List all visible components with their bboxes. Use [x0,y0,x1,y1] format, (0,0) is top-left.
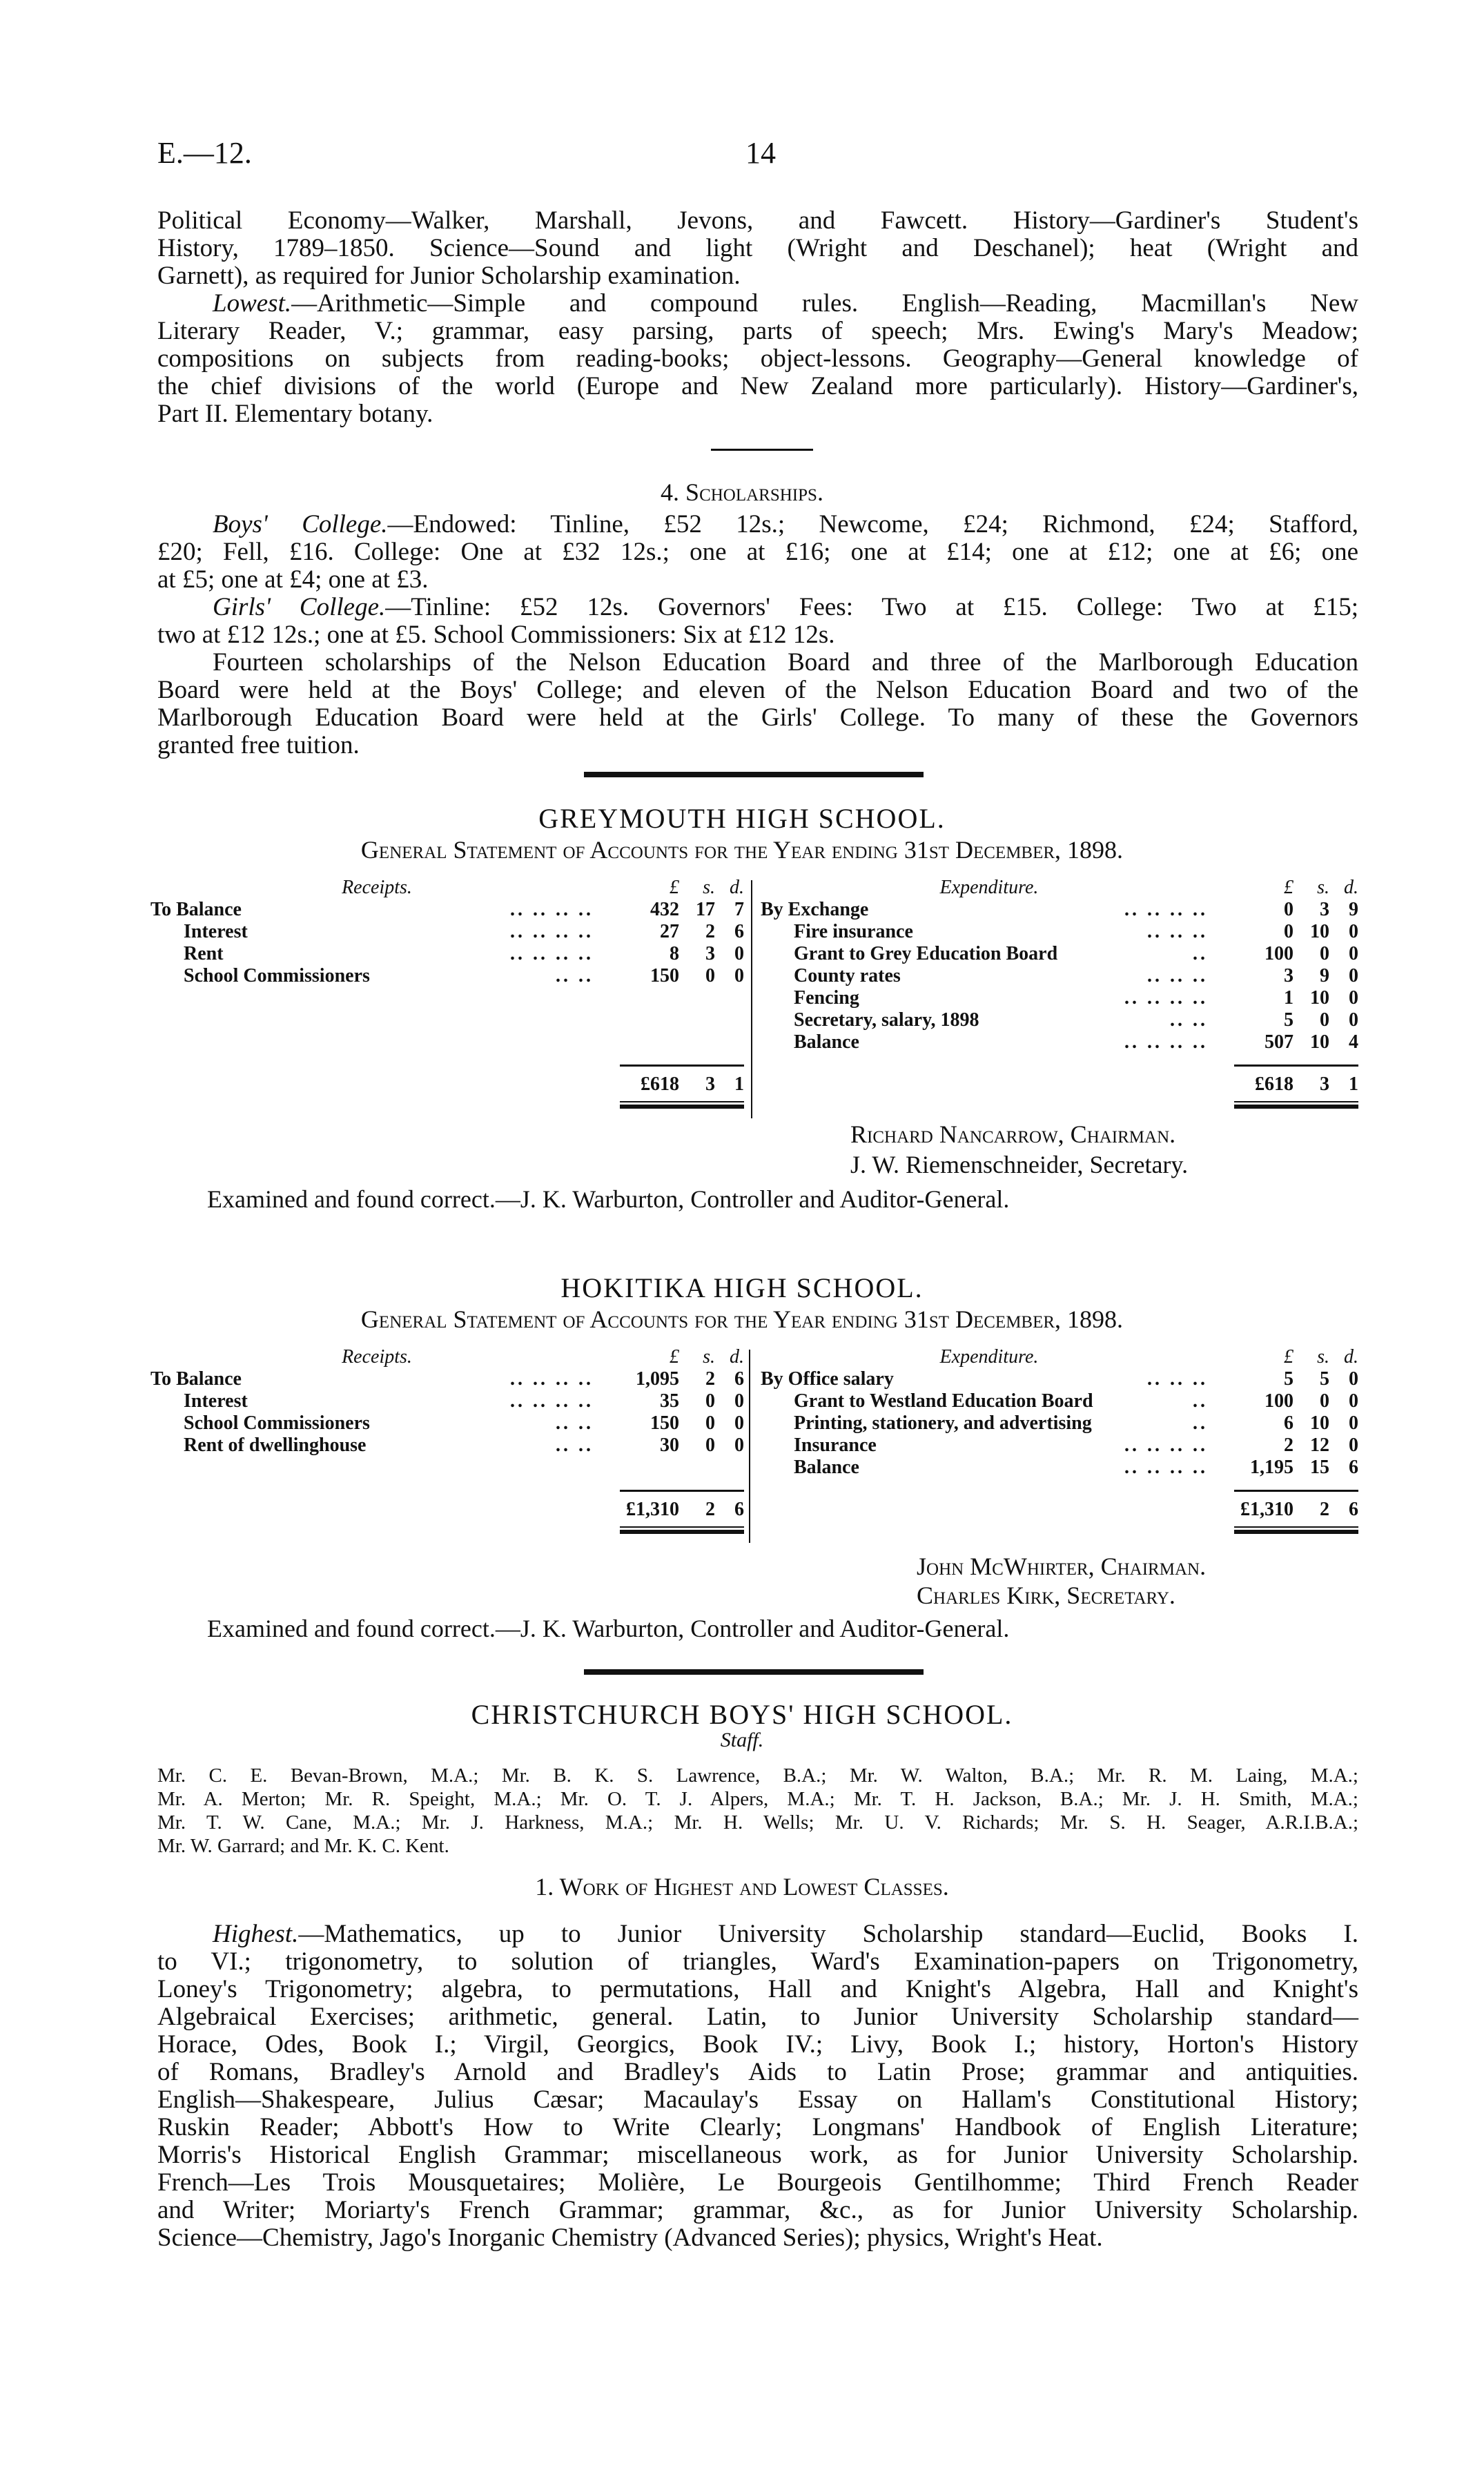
table-row [761,1368,1358,1390]
table-row [761,1009,1358,1031]
total-rule [620,1064,744,1067]
leader-dots: .. [1193,1412,1208,1434]
row-label [761,1457,1218,1479]
pounds: £ [1284,877,1293,898]
table-row [761,1412,1358,1435]
pence: 1 [734,1073,744,1095]
row-label [761,943,1218,965]
shillings: s. [703,1346,715,1368]
shillings: 5 [1320,1368,1329,1390]
leader-dots: .. .. [1170,1009,1208,1031]
pence: 0 [734,943,744,964]
total-rule [620,1490,744,1492]
pence: 0 [1349,943,1358,964]
label-text: Grant to Grey Education Board [794,943,1058,964]
pounds: 27 [660,921,679,942]
row-label [761,877,1218,899]
hokitika-receipts [150,1346,744,1534]
pounds: 2 [1284,1435,1293,1456]
text-line: Highest.—Mathematics, up to Junior University Scholarship standard—Euclid, Books I. [213,1920,1358,1948]
pence: 6 [734,1499,744,1520]
table-row [761,1390,1358,1412]
column-header-row [761,877,1358,899]
leader-dots: .. .. .. .. [1124,1435,1208,1456]
row-label [150,1499,603,1521]
text-line: Science—Chemistry, Jago's Inorganic Chemistry (Advanced Series); physics, Wright's Heat. [157,2224,1103,2252]
shillings: 12 [1310,1435,1329,1456]
pence: 0 [734,965,744,986]
shillings: 15 [1310,1457,1329,1478]
pence: 9 [1349,899,1358,920]
auditor-statement: Examined and found correct.—J. K. Warburton, Controller and Auditor-General. [207,1185,1010,1213]
pounds: 507 [1265,1031,1293,1053]
hokitika-statement: General Statement of Accounts for the Year ending 31st December, 1898. [360,1305,1124,1333]
table-row [150,1412,744,1435]
pounds: £ [1284,1346,1293,1368]
pounds: 150 [650,1412,679,1434]
shillings: 10 [1310,1031,1329,1053]
label-text: Interest [184,921,248,942]
leader-dots: .. .. .. [1147,1368,1208,1390]
text-line: Mr. A. Merton; Mr. R. Speight, M.A.; Mr. O. T. J. Alpers, M.A.; Mr. T. H. Jackson, B.A.; Mr. J. H. Smith, M.A.; [157,1788,1358,1810]
pounds: £ [670,1346,679,1368]
label-text: By Office salary [761,1368,894,1390]
pence: 0 [734,1435,744,1456]
pence: 0 [1349,921,1358,942]
double-rule [620,1526,744,1534]
pounds: 150 [650,965,679,986]
leader-dots: .. .. .. [1147,921,1208,942]
table-row [150,899,744,921]
column-divider [749,1350,750,1543]
text-line: Girls' College.—Tinline: £52 12s. Governors' Fees: Two at £15. College: Two at £15; [213,593,1358,621]
christchurch-title: CHRISTCHURCH BOYS' HIGH SCHOOL. [471,1699,1013,1730]
table-row [150,1368,744,1390]
pence: 4 [1349,1031,1358,1053]
total-row [761,1499,1358,1521]
page-number: 14 [745,136,776,170]
table-row [761,987,1358,1009]
pence: 0 [734,1412,744,1434]
auditor-statement: Examined and found correct.—J. K. Warburton, Controller and Auditor-General. [207,1615,1010,1642]
shillings: 10 [1310,1412,1329,1434]
text-line: compositions on subjects from reading-books; object-lessons. Geography—General knowledge of [157,344,1358,373]
chairman-signature: Richard Nancarrow, Chairman. [850,1120,1176,1148]
label-text: School Commissioners [184,965,370,986]
leader-dots: .. .. .. .. [1124,1031,1208,1053]
row-label [150,1390,603,1412]
hokitika-title: HOKITIKA HIGH SCHOOL. [560,1272,924,1303]
row-label [150,899,603,921]
row-label [150,1412,603,1435]
table-row [150,1390,744,1412]
pence: d. [1344,1346,1358,1368]
shillings: s. [703,877,715,898]
secretary-signature: Charles Kirk, Secretary. [917,1582,1175,1609]
label-text: Secretary, salary, 1898 [794,1009,979,1031]
shillings: 9 [1320,965,1329,986]
shillings: 0 [705,1435,715,1456]
table-row [761,943,1358,965]
italic-lead-in: Boys' College. [213,510,388,538]
italic-lead-in: Highest. [213,1920,299,1948]
greymouth-receipts [150,877,744,1109]
shillings: 3 [705,943,715,964]
pence: 0 [1349,1390,1358,1412]
pounds: 0 [1284,921,1293,942]
table-row [761,921,1358,943]
pounds: 1,095 [636,1368,679,1390]
row-label [761,1073,1218,1096]
pence: 0 [1349,1368,1358,1390]
intro-paragraph-1 [157,207,1358,290]
text-line: Board were held at the Boys' College; and eleven of the Nelson Education Board and two of the [157,676,1358,704]
text-line: History, 1789–1850. Science—Sound and light (Wright and Deschanel); heat (Wright and [157,234,1358,262]
blank-row [150,1031,744,1053]
shillings: 3 [1320,1073,1329,1095]
text-line: Horace, Odes, Book I.; Virgil, Georgics, Book IV.; Livy, Book I.; history, Horton's History [157,2030,1358,2059]
pounds: 1,195 [1250,1457,1293,1478]
row-label [150,965,603,987]
label-text: To Balance [150,899,242,920]
pounds: 30 [660,1435,679,1456]
highest-class-paragraph [157,1921,1358,2252]
label-text: Receipts. [342,877,412,898]
pounds: 3 [1284,965,1293,986]
table-row [761,1457,1358,1479]
shillings: 0 [1320,943,1329,964]
pence: 0 [1349,1435,1358,1456]
row-label [761,1390,1218,1412]
text-line: the chief divisions of the world (Europe and New Zealand more particularly). History—Gardiner's, [157,372,1358,400]
pence: 1 [1349,1073,1358,1095]
work-heading: 1. Work of Highest and Lowest Classes. [535,1873,949,1900]
table-row [761,965,1358,987]
shillings: 0 [705,1390,715,1412]
label-text: Interest [184,1390,248,1412]
label-text: Expenditure. [939,877,1039,898]
secretary-signature: J. W. Riemenschneider, Secretary. [850,1151,1189,1178]
pounds: 100 [1265,1390,1293,1412]
pounds: £618 [641,1073,679,1095]
shillings: 2 [705,1368,715,1390]
leader-dots: .. .. .. .. [1124,899,1208,920]
section-divider [584,1669,924,1675]
label-text: By Exchange [761,899,869,920]
pence: 0 [734,1390,744,1412]
shillings: 10 [1310,987,1329,1009]
shillings: 17 [696,899,715,920]
pounds: 5 [1284,1368,1293,1390]
staff-list [157,1764,1358,1858]
total-row [150,1499,744,1521]
leader-dots: .. .. .. .. [510,1390,594,1412]
text-line: Mr. T. W. Cane, M.A.; Mr. J. Harkness, M.A.; Mr. H. Wells; Mr. U. V. Richards; Mr. S. H. Seager, A.R.I.B.A.; [157,1811,1358,1834]
italic-lead-in: Girls' College. [213,593,386,621]
girls-college-paragraph [157,594,1358,649]
pence: d. [730,1346,744,1368]
pence: 7 [734,899,744,920]
text-line: to VI.; trigonometry, to solution of triangles, Ward's Examination-papers on Trigonometry, [157,1947,1358,1976]
divider [711,449,813,451]
total-row [761,1073,1358,1096]
shillings: s. [1317,1346,1329,1368]
shillings: 3 [705,1073,715,1095]
shillings: 2 [705,1499,715,1520]
pounds: £ [670,877,679,898]
table-row [761,899,1358,921]
row-label [761,1009,1218,1031]
greymouth-expenditure [761,877,1358,1109]
leader-dots: .. .. [556,1435,594,1456]
text-line: Political Economy—Walker, Marshall, Jevons, and Fawcett. History—Gardiner's Student's [157,206,1358,235]
column-header-row [761,1346,1358,1368]
double-rule [1234,1101,1358,1109]
text-line: English—Shakespeare, Julius Cæsar; Macaulay's Essay on Hallam's Constitutional History; [157,2086,1358,2114]
text-line: two at £12 12s.; one at £5. School Commissioners: Six at £12 12s. [157,621,835,649]
label-text: Printing, stationery, and advertising [794,1412,1092,1434]
shillings: 2 [705,921,715,942]
shillings: 3 [1320,899,1329,920]
leader-dots: .. .. .. .. [510,1368,594,1390]
shillings: 10 [1310,921,1329,942]
row-label [761,987,1218,1009]
pence: 6 [1349,1457,1358,1478]
row-label [150,921,603,943]
row-label [761,1368,1218,1390]
row-label [761,921,1218,943]
pence: d. [1344,877,1358,898]
text-line: Morris's Historical English Grammar; miscellaneous work, as for Junior University Scholarship. [157,2141,1358,2169]
label-text: Balance [794,1457,859,1478]
pounds: 6 [1284,1412,1293,1434]
pence: d. [730,877,744,898]
total-rule [1234,1490,1358,1492]
greymouth-title: GREYMOUTH HIGH SCHOOL. [538,803,946,834]
row-label [761,1412,1218,1435]
text-line: Ruskin Reader; Abbott's How to Write Clearly; Longmans' Handbook of English Literature; [157,2113,1358,2141]
row-label [150,1346,603,1368]
row-label [150,1435,603,1457]
leader-dots: .. .. [556,965,594,986]
pounds: £618 [1255,1073,1293,1095]
leader-dots: .. .. .. .. [510,921,594,942]
total-row [150,1073,744,1096]
total-rule [1234,1064,1358,1067]
text-line: Part II. Elementary botany. [157,400,433,428]
pence: 6 [734,921,744,942]
pounds: 432 [650,899,679,920]
label-text: Balance [794,1031,859,1053]
boys-college-paragraph [157,511,1358,594]
shillings: 0 [1320,1390,1329,1412]
text-line: of Romans, Bradley's Arnold and Bradley's Aids to Latin Prose; grammar and antiquities. [157,2058,1358,2086]
staff-heading: Staff. [720,1729,764,1751]
leader-dots: .. .. .. .. [1124,987,1208,1009]
blank-row [150,1009,744,1031]
report-reference: E.—12. [157,136,252,170]
pounds: 0 [1284,899,1293,920]
row-label [150,1073,603,1096]
table-row [150,965,744,987]
row-label [150,943,603,965]
row-label [150,877,603,899]
column-divider [751,880,752,1118]
text-line: Mr. W. Garrard; and Mr. K. C. Kent. [157,1835,449,1857]
row-label [761,899,1218,921]
double-rule [1234,1526,1358,1534]
section-divider [584,772,924,777]
text-line: and Writer; Moriarty's French Grammar; grammar, &c., as for Junior University Scholarship. [157,2196,1358,2224]
label-text: Receipts. [342,1346,412,1368]
pounds: 1 [1284,987,1293,1009]
pounds: £1,310 [1240,1499,1293,1520]
pence: 0 [1349,1412,1358,1434]
row-label [150,1368,603,1390]
section-heading-scholarships: 4. Scholarships. [661,478,823,506]
pence: 6 [734,1368,744,1390]
label-text: Fire insurance [794,921,913,942]
greymouth-statement: General Statement of Accounts for the Year ending 31st December, 1898. [360,836,1124,864]
text-line: Literary Reader, V.; grammar, easy parsing, parts of speech; Mrs. Ewing's Mary's Meadow; [157,317,1358,345]
pence: 6 [1349,1499,1358,1520]
row-label [761,1499,1218,1521]
table-row [761,1031,1358,1053]
leader-dots: .. .. .. .. [1124,1457,1208,1478]
italic-lead-in: Lowest. [213,289,292,318]
text-line: Boys' College.—Endowed: Tinline, £52 12s.; Newcome, £24; Richmond, £24; Stafford, [213,510,1358,538]
row-label [761,1346,1218,1368]
blank-row [150,1457,744,1479]
intro-paragraph-lowest [157,290,1358,428]
table-row [150,1435,744,1457]
shillings: 2 [1320,1499,1329,1520]
label-text: To Balance [150,1368,242,1390]
text-line: Fourteen scholarships of the Nelson Education Board and three of the Marlborough Education [213,648,1358,677]
column-header-row [150,877,744,899]
shillings: s. [1317,877,1329,898]
label-text: County rates [794,965,901,986]
text-line: £20; Fell, £16. College: One at £32 12s.; one at £16; one at £14; one at £12; one at £6; one [157,538,1358,566]
text-line: Algebraical Exercises; arithmetic, general. Latin, to Junior University Scholarship standard— [157,2003,1358,2031]
pence: 0 [1349,965,1358,986]
text-line: French—Les Trois Mousquetaires; Molière, Le Bourgeois Gentilhomme; Third French Reader [157,2168,1358,2197]
text-line: at £5; one at £4; one at £3. [157,565,429,594]
shillings: 0 [1320,1009,1329,1031]
leader-dots: .. [1193,1390,1208,1412]
pounds: 35 [660,1390,679,1412]
label-text: Expenditure. [939,1346,1039,1368]
pounds: 5 [1284,1009,1293,1031]
table-row [761,1435,1358,1457]
table-row [150,943,744,965]
hokitika-expenditure [761,1346,1358,1534]
pounds: 8 [670,943,679,964]
pounds: 100 [1265,943,1293,964]
row-label [761,1031,1218,1053]
row-label [761,965,1218,987]
text-line: Lowest.—Arithmetic—Simple and compound rules. English—Reading, Macmillan's New [213,289,1358,318]
leader-dots: .. .. .. [1147,965,1208,986]
leader-dots: .. .. .. .. [510,899,594,920]
text-line: Loney's Trigonometry; algebra, to permutations, Hall and Knight's Algebra, Hall and Knight's [157,1975,1358,2003]
label-text: Grant to Westland Education Board [794,1390,1093,1412]
chairman-signature: John McWhirter, Chairman. [917,1553,1207,1580]
pence: 0 [1349,987,1358,1009]
shillings: 0 [705,1412,715,1434]
text-line: Mr. C. E. Bevan-Brown, M.A.; Mr. B. K. S. Lawrence, B.A.; Mr. W. Walton, B.A.; Mr. R. M. Laing, M.A.; [157,1765,1358,1787]
blank-row [150,987,744,1009]
label-text: Rent [184,943,224,964]
leader-dots: .. .. [556,1412,594,1434]
pence: 0 [1349,1009,1358,1031]
scholarships-paragraph [157,649,1358,759]
label-text: Insurance [794,1435,877,1456]
label-text: Rent of dwellinghouse [184,1435,367,1456]
shillings: 0 [705,965,715,986]
text-line: Garnett), as required for Junior Scholarship examination. [157,262,741,290]
table-row [150,921,744,943]
column-header-row [150,1346,744,1368]
leader-dots: .. .. .. .. [510,943,594,964]
leader-dots: .. [1193,943,1208,964]
pounds: £1,310 [626,1499,679,1520]
label-text: Fencing [794,987,859,1009]
label-text: School Commissioners [184,1412,370,1434]
text-line: granted free tuition. [157,731,360,759]
double-rule [620,1101,744,1109]
row-label [761,1435,1218,1457]
text-line: Marlborough Education Board were held at the Girls' College. To many of these the Governors [157,703,1358,732]
